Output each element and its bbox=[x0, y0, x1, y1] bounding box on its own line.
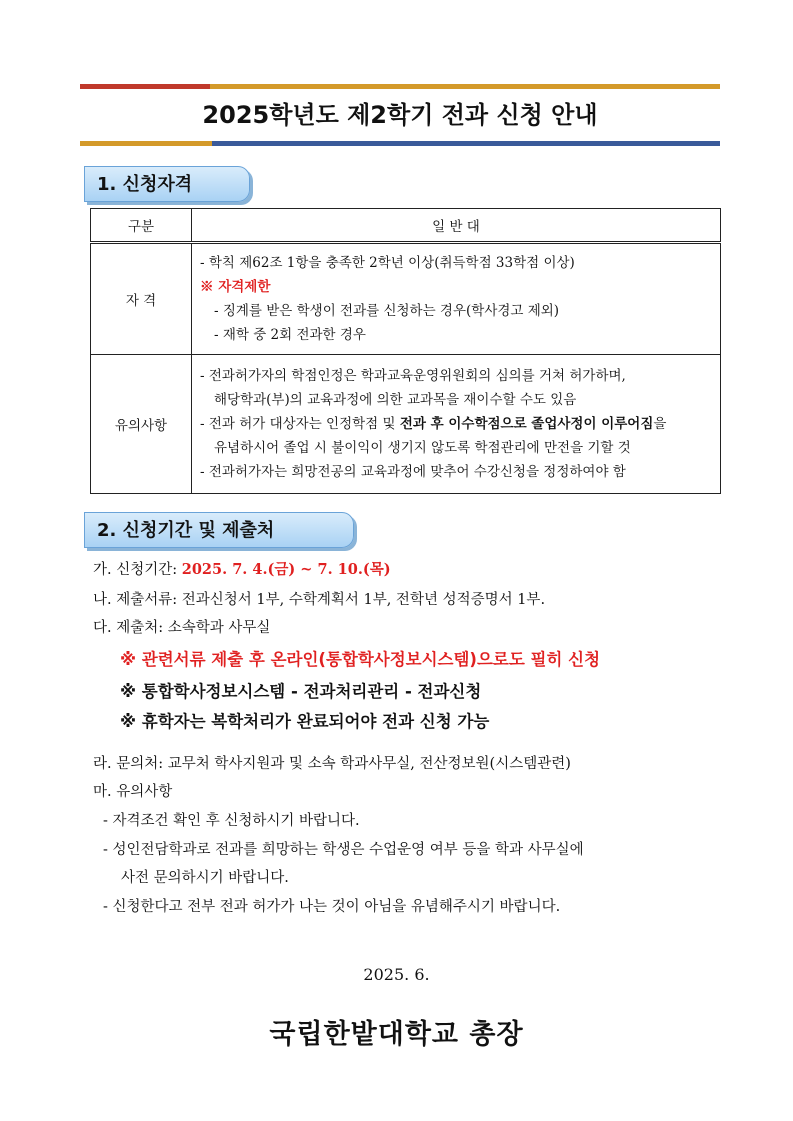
period-line bbox=[93, 558, 391, 579]
note-text: 을 bbox=[653, 416, 667, 432]
notice-leave-students: ※ 휴학자는 복학처리가 완료되어야 전과 신청 가능 bbox=[120, 712, 490, 731]
table-row bbox=[91, 355, 721, 494]
caution-line: - 성인전담학과로 전과를 희망하는 학생은 수업운영 여부 등을 학과 사무실에 bbox=[103, 842, 584, 858]
documents-line: 나. 제출서류: 전과신청서 1부, 수학계획서 1부, 전학년 성적증명서 1부. bbox=[93, 592, 546, 608]
period-value: 2025. 7. 4.(금) ~ 7. 10.(목) bbox=[181, 561, 391, 578]
row-content-notes bbox=[192, 355, 721, 494]
place-line: 다. 제출처: 소속학과 사무실 bbox=[93, 620, 271, 636]
qualification-line: - 학칙 제62조 1항을 충족한 2학년 이상(취득학점 33학점 이상) bbox=[200, 255, 575, 271]
note-text: - 전과 허가 대상자는 인정학점 및 bbox=[200, 416, 400, 432]
issue-date: 2025. 6. bbox=[363, 965, 430, 984]
caution-line: - 신청한다고 전부 전과 허가가 나는 것이 아님을 유념해주시기 바랍니다. bbox=[103, 899, 561, 915]
caution-line: - 자격조건 확인 후 신청하시기 바랍니다. bbox=[103, 813, 360, 829]
note-emphasis: 전과 후 이수학점으로 졸업사정이 이루어짐 bbox=[399, 416, 654, 432]
restriction-heading: ※ 자격제한 bbox=[200, 279, 271, 295]
note-line: 해당학과(부)의 교육과정에 의한 교과목을 재이수할 수도 있음 bbox=[214, 392, 577, 408]
table-row bbox=[91, 243, 721, 355]
note-line bbox=[200, 412, 712, 436]
bottom-divider bbox=[80, 141, 720, 146]
contact-line: 라. 문의처: 교무처 학사지원과 및 소속 학과사무실, 전산정보원(시스템관련) bbox=[93, 756, 571, 772]
restriction-line: - 재학 중 2회 전과한 경우 bbox=[214, 327, 366, 343]
caution-title: 마. 유의사항 bbox=[93, 784, 173, 800]
table-header-general: 일 반 대 bbox=[192, 209, 721, 243]
row-label-qualification: 자 격 bbox=[91, 243, 192, 355]
period-label: 가. 신청기간: bbox=[93, 562, 182, 578]
note-line: 유념하시어 졸업 시 불이익이 생기지 않도록 학점관리에 만전을 기할 것 bbox=[214, 440, 631, 456]
issuer-signature: 국립한밭대학교 총장 bbox=[269, 1019, 524, 1050]
page-title: 2025학년도 제2학기 전과 신청 안내 bbox=[202, 101, 598, 129]
note-line: - 전과허가자는 희망전공의 교육과정에 맞추어 수강신청을 정정하여야 함 bbox=[200, 464, 626, 480]
row-label-notes: 유의사항 bbox=[91, 355, 192, 494]
table-header-category: 구분 bbox=[91, 209, 192, 243]
restriction-line: - 징계를 받은 학생이 전과를 신청하는 경우(학사경고 제외) bbox=[214, 303, 560, 319]
section1-heading: 1. 신청자격 bbox=[84, 166, 250, 202]
row-content-qualification bbox=[192, 243, 721, 355]
notice-online-apply: ※ 관련서류 제출 후 온라인(통합학사정보시스템)으로도 필히 신청 bbox=[120, 650, 601, 669]
note-line: - 전과허가자의 학점인정은 학과교육운영위원회의 심의를 거쳐 허가하며, bbox=[200, 368, 626, 384]
caution-line: 사전 문의하시기 바랍니다. bbox=[121, 870, 289, 886]
section2-heading: 2. 신청기간 및 제출처 bbox=[84, 512, 354, 548]
top-divider bbox=[80, 84, 720, 89]
eligibility-table bbox=[90, 208, 721, 494]
notice-system-path: ※ 통합학사정보시스템 - 전과처리관리 - 전과신청 bbox=[120, 682, 482, 701]
